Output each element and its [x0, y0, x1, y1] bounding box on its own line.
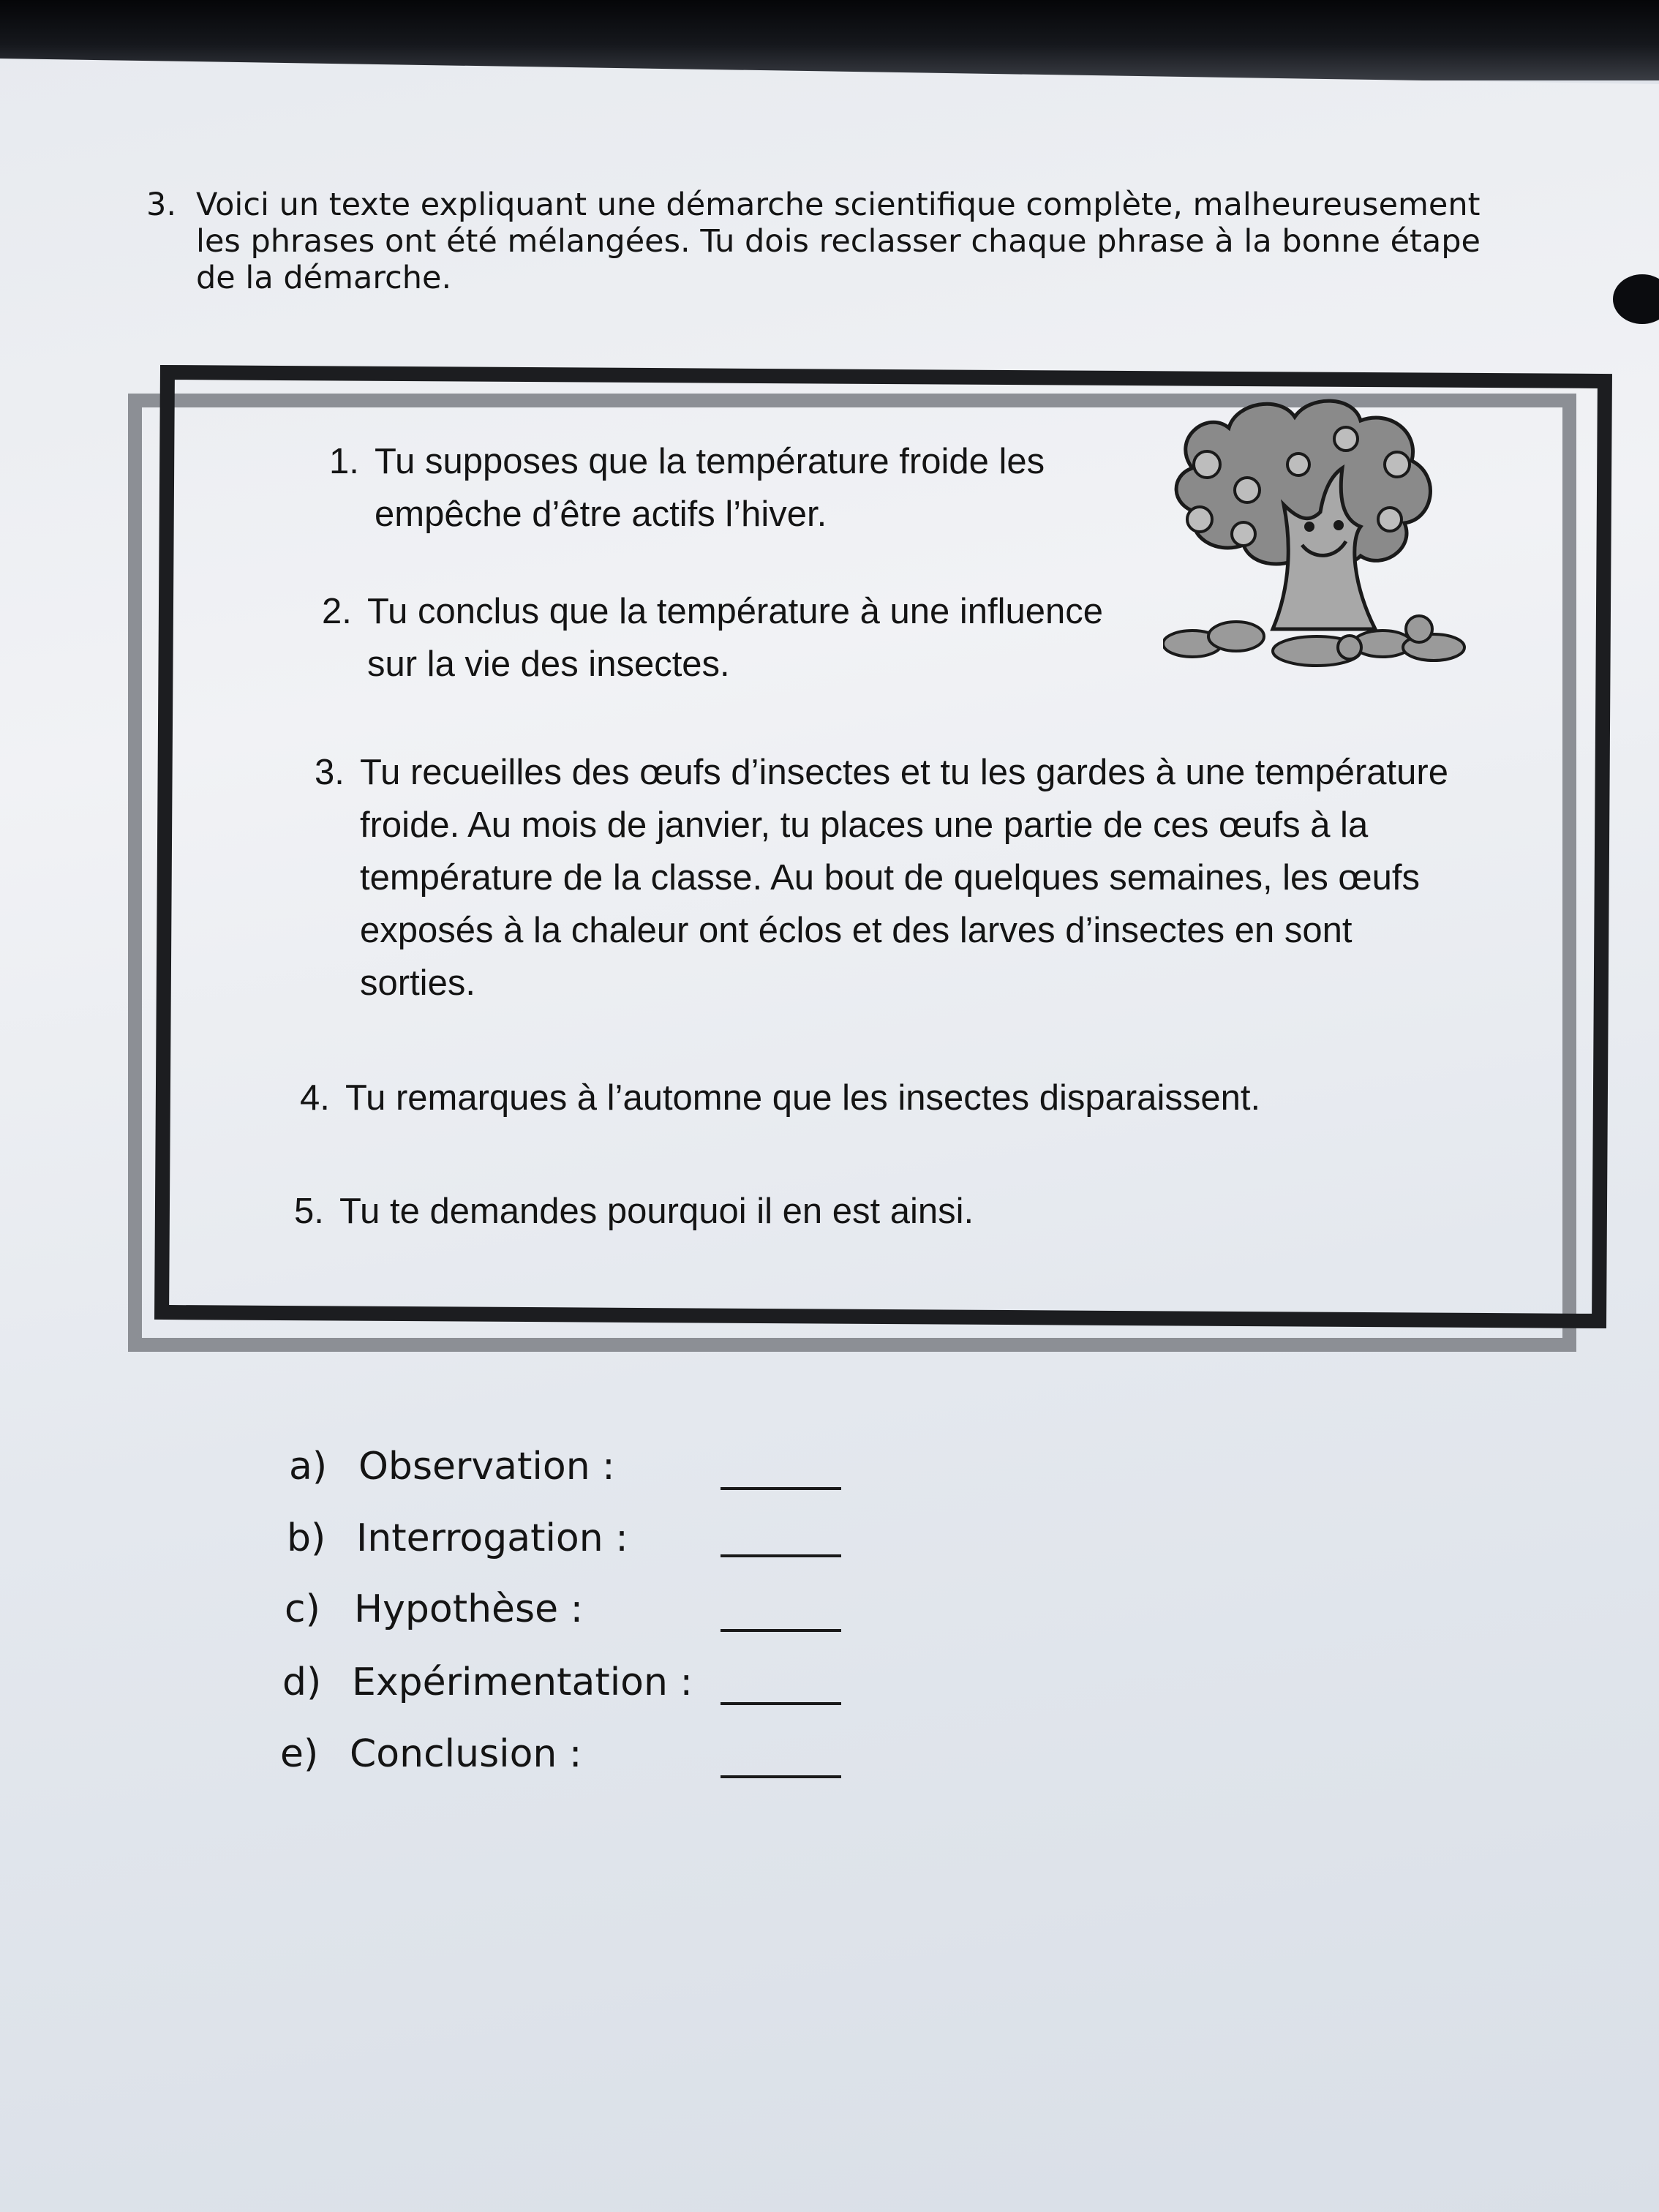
answer-blank-conclusion[interactable] — [721, 1775, 841, 1778]
question-text: Voici un texte expliquant une démarche scientifique complète, malheureusement les phrases ont été mélangées. Tu dois reclasser chaque phrase à la bonne étape de la démarche. — [196, 187, 1481, 296]
answer-interrogation — [287, 1516, 628, 1568]
answer-label: Expérimentation : — [352, 1660, 693, 1704]
statement-number: 5. — [294, 1192, 324, 1231]
statement-text: Tu recueilles des œufs d’insectes et tu les gardes à une température froide. Au mois de janvier, tu places une partie de ces œufs à la température de la classe. Au bout de quelques semaines, les œufs exposés à la chaleur ont éclos et des larves d’insectes en sont sorties. — [360, 753, 1448, 1003]
answer-observation — [289, 1445, 615, 1496]
answer-label: Interrogation : — [356, 1516, 628, 1560]
statement-number: 1. — [329, 442, 359, 481]
answer-experimentation — [282, 1660, 693, 1712]
statement-4 — [300, 1072, 1543, 1124]
answer-label: Hypothèse : — [354, 1587, 584, 1631]
answer-conclusion — [280, 1732, 582, 1783]
statement-text: Tu remarques à l’automne que les insectes disparaissent. — [345, 1078, 1261, 1118]
answer-blank-hypothese[interactable] — [721, 1629, 841, 1632]
question-3 — [146, 187, 1521, 296]
statement-text: Tu te demandes pourquoi il en est ainsi. — [339, 1192, 974, 1231]
answer-letter: d) — [282, 1660, 322, 1704]
answer-letter: b) — [287, 1516, 326, 1560]
question-number: 3. — [146, 187, 177, 223]
smiling-tree-icon — [1163, 395, 1470, 680]
answer-letter: a) — [289, 1445, 328, 1489]
answer-blank-interrogation[interactable] — [721, 1554, 841, 1557]
statement-1 — [329, 435, 1156, 541]
answer-blank-observation[interactable] — [721, 1487, 841, 1490]
statement-number: 2. — [322, 592, 352, 631]
answer-letter: c) — [285, 1587, 320, 1631]
statement-text: Tu conclus que la température à une influence sur la vie des insectes. — [367, 592, 1104, 684]
answer-blank-experimentation[interactable] — [721, 1702, 841, 1705]
answer-letter: e) — [280, 1732, 319, 1776]
answer-hypothese — [285, 1587, 583, 1639]
answer-label: Observation : — [358, 1445, 615, 1489]
statement-5 — [294, 1185, 1538, 1238]
statement-number: 3. — [315, 753, 345, 792]
statement-number: 4. — [300, 1078, 330, 1118]
answer-label: Conclusion : — [350, 1732, 582, 1776]
statement-2 — [322, 585, 1112, 691]
statement-3 — [315, 746, 1470, 1009]
statement-text: Tu supposes que la température froide les empêche d’être actifs l’hiver. — [375, 442, 1045, 534]
